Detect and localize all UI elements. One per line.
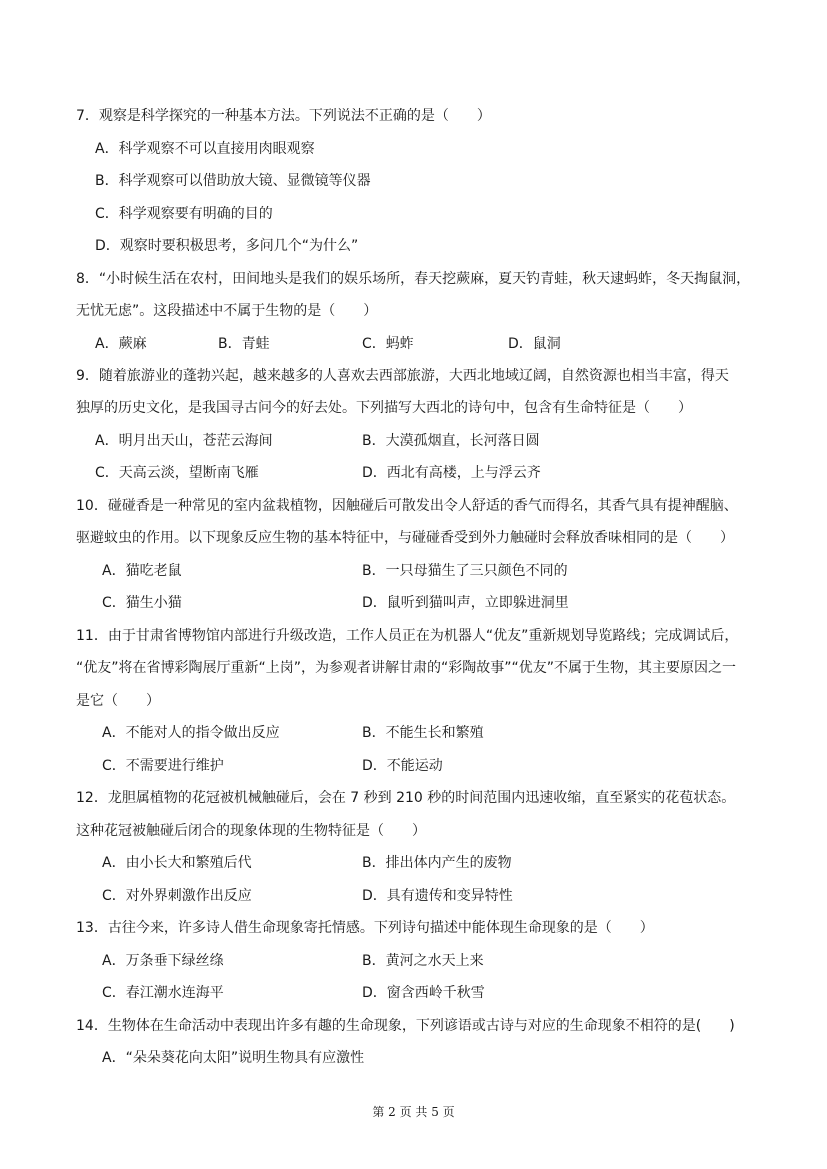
question-10-option-c: C．猫生小猫 [102,595,182,611]
question-10-stem-line1: 10．碰碰香是一种常见的室内盆栽植物，因触碰后可散发出令人舒适的香气而得名，其香气具有提神醒脑、 [76,498,738,514]
question-8-stem-line2: 无忧无虑”。这段描述中不属于生物的是（ ） [76,303,378,319]
question-11-stem-line1: 11．由于甘肃省博物馆内部进行升级改造，工作人员正在为机器人“优友”重新规划导览路线；完成调试后， [76,628,739,644]
question-11-stem-line2: “优友”将在省博彩陶展厅重新“上岗”，为参观者讲解甘肃的“彩陶故事”“优友”不属于生物，其主要原因之一 [76,660,737,676]
question-7-stem: 7．观察是科学探究的一种基本方法。下列说法不正确的是（ ） [76,108,491,124]
question-10-option-b: B．一只母猫生了三只颜色不同的 [362,563,568,579]
question-7-option-b: B．科学观察可以借助放大镜、显微镜等仪器 [95,173,371,189]
question-8-option-b: B．青蛙 [218,336,270,352]
question-9-option-c: C．天高云淡，望断南飞雁 [95,465,259,481]
question-13-option-b: B．黄河之水天上来 [362,953,484,969]
question-7-option-d: D．观察时要积极思考，多问几个“为什么” [95,238,359,254]
question-12-option-a: A．由小长大和繁殖后代 [102,855,252,871]
question-12-option-c: C．对外界刺激作出反应 [102,888,252,904]
question-8-option-a: A．蕨麻 [95,336,147,352]
question-12-stem-line2: 这种花冠被触碰后闭合的现象体现的生物特征是（ ） [76,823,426,839]
question-9-stem-line2: 独厚的历史文化，是我国寻古问今的好去处。下列描写大西北的诗句中，包含有生命特征是（ ） [76,400,692,416]
question-9-option-b: B．大漠孤烟直，长河落日圆 [362,433,540,449]
question-13-stem: 13．古往今来，许多诗人借生命现象寄托情感。下列诗句描述中能体现生命现象的是（ ） [76,920,654,936]
question-12-option-b: B．排出体内产生的废物 [362,855,512,871]
question-10-option-d: D．鼠听到猫叫声，立即躲进洞里 [362,595,569,611]
question-9-option-d: D．西北有高楼，上与浮云齐 [362,465,541,481]
question-13-option-a: A．万条垂下绿丝绦 [102,953,224,969]
question-7-option-a: A．科学观察不可以直接用肉眼观察 [95,141,315,157]
question-14-stem: 14．生物体在生命活动中表现出许多有趣的生命现象，下列谚语或古诗与对应的生命现象不相符的是( ) [76,1018,735,1034]
question-8-option-c: C．蚂蚱 [362,336,414,352]
question-13-option-c: C．春江潮水连海平 [102,985,224,1001]
question-7-option-c: C．科学观察要有明确的目的 [95,206,273,222]
question-8-option-d: D．鼠洞 [508,336,561,352]
question-11-stem-line3: 是它（ ） [76,693,160,709]
page-footer: 第 2 页 共 5 页 [372,1105,455,1119]
question-13-option-d: D．窗含西岭千秋雪 [362,985,485,1001]
question-14-option-a: A．“朵朵葵花向太阳”说明生物具有应激性 [102,1050,365,1066]
question-8-stem-line1: 8．“小时候生活在农村，田间地头是我们的娱乐场所，春天挖蕨麻，夏天钓青蛙，秋天逮蚂蚱，冬天掏鼠洞， [76,271,751,287]
question-12-stem-line1: 12．龙胆属植物的花冠被机械触碰后，会在 7 秒到 210 秒的时间范围内迅速收缩，直至紧实的花苞状态。 [76,790,736,806]
question-11-option-a: A．不能对人的指令做出反应 [102,725,280,741]
question-11-option-d: D．不能运动 [362,758,443,774]
question-9-stem-line1: 9．随着旅游业的蓬勃兴起，越来越多的人喜欢去西部旅游，大西北地域辽阔，自然资源也相当丰富，得天 [76,368,729,384]
question-10-option-a: A．猫吃老鼠 [102,563,182,579]
question-11-option-c: C．不需要进行维护 [102,758,224,774]
question-11-option-b: B．不能生长和繁殖 [362,725,484,741]
question-12-option-d: D．具有遗传和变异特性 [362,888,513,904]
question-10-stem-line2: 驱避蚊虫的作用。以下现象反应生物的基本特征中，与碰碰香受到外力触碰时会释放香味相同的是（ ） [76,530,734,546]
question-9-option-a: A．明月出天山，苍茫云海间 [95,433,273,449]
